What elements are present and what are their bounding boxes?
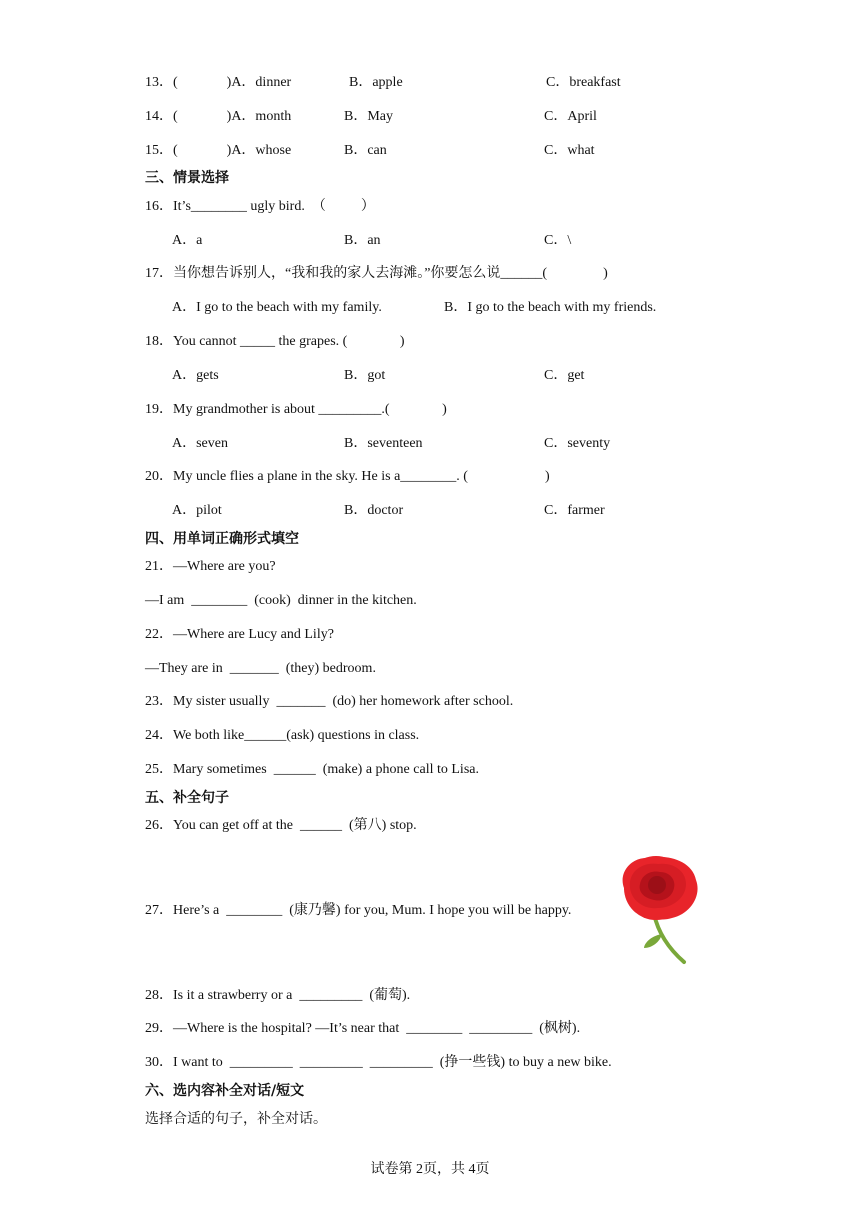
page-footer: 试卷第 2页，共 4页 [370, 1162, 490, 1177]
question-18-option-b: B．got [344, 368, 386, 383]
question-20-option-b: B．doctor [344, 503, 404, 518]
question-24: 24．We both like______(ask) questions in class. [145, 728, 420, 743]
carnation-flower-image [610, 852, 706, 968]
question-15-option-b: B．can [344, 143, 387, 158]
question-13-option-c: C．breakfast [546, 75, 621, 90]
question-18-option-c: C．get [544, 368, 585, 383]
question-19-option-b: B．seventeen [344, 436, 423, 451]
question-13-option-b: B．apple [349, 75, 403, 90]
question-21-line-1: 21．—Where are you? [145, 559, 276, 574]
section-6-instruction: 选择合适的句子，补全对话。 [145, 1111, 327, 1127]
question-14-option-b: B．May [344, 109, 393, 124]
flower-petals [623, 856, 698, 920]
question-19-option-a: A．seven [172, 436, 228, 451]
question-19-stem: 19．My grandmother is about _________.( ) [145, 402, 447, 417]
question-13-stem: 13．( )A．dinner [145, 75, 292, 90]
question-23: 23．My sister usually _______ (do) her homework after school. [145, 694, 514, 709]
question-19-option-c: C．seventy [544, 436, 611, 451]
question-17-stem: 17．当你想告诉别人，“我和我的家人去海滩。”你要怎么说______( ) [145, 266, 608, 281]
question-18-option-a: A．gets [172, 368, 219, 383]
section-5-heading: 五、补全句子 [145, 790, 229, 806]
question-20-option-c: C．farmer [544, 503, 605, 518]
question-29: 29．—Where is the hospital? —It’s near that ________ _________ (枫树). [145, 1021, 581, 1036]
question-16-option-c: C．\ [544, 233, 572, 248]
question-14-option-c: C．April [544, 109, 597, 124]
question-27: 27．Here’s a ________ (康乃馨) for you, Mum. I hope you will be happy. [145, 903, 572, 918]
question-30: 30．I want to _________ _________ _________ (挣一些钱) to buy a new bike. [145, 1055, 612, 1070]
question-18-stem: 18．You cannot _____ the grapes. ( ) [145, 334, 405, 349]
question-20-option-a: A．pilot [172, 503, 222, 518]
question-17-option-b: B．I go to the beach with my friends. [444, 300, 657, 315]
section-6-heading: 六、选内容补全对话/短文 [145, 1083, 305, 1099]
section-4-heading: 四、用单词正确形式填空 [145, 531, 299, 547]
question-22-line-1: 22．—Where are Lucy and Lily? [145, 627, 334, 642]
section-3-heading: 三、情景选择 [145, 170, 229, 186]
question-22-line-2: —They are in _______ (they) bedroom. [145, 661, 376, 676]
question-26: 26．You can get off at the ______ (第八) stop. [145, 818, 417, 833]
question-16-option-b: B．an [344, 233, 381, 248]
question-14-stem: 14．( )A．month [145, 109, 292, 124]
question-25: 25．Mary sometimes ______ (make) a phone call to Lisa. [145, 762, 479, 777]
question-17-option-a: A．I go to the beach with my family. [172, 300, 382, 315]
question-21-line-2: —I am ________ (cook) dinner in the kitchen. [145, 593, 417, 608]
question-28: 28．Is it a strawberry or a _________ (葡萄). [145, 988, 411, 1003]
question-15-option-c: C．what [544, 143, 595, 158]
question-20-stem: 20．My uncle flies a plane in the sky. He is a________. ( ) [145, 469, 550, 484]
question-16-stem: 16．It’s________ ugly bird. （ ） [145, 199, 375, 214]
flower-leaf [644, 934, 662, 948]
question-15-stem: 15．( )A．whose [145, 143, 292, 158]
question-16-option-a: A．a [172, 233, 203, 248]
